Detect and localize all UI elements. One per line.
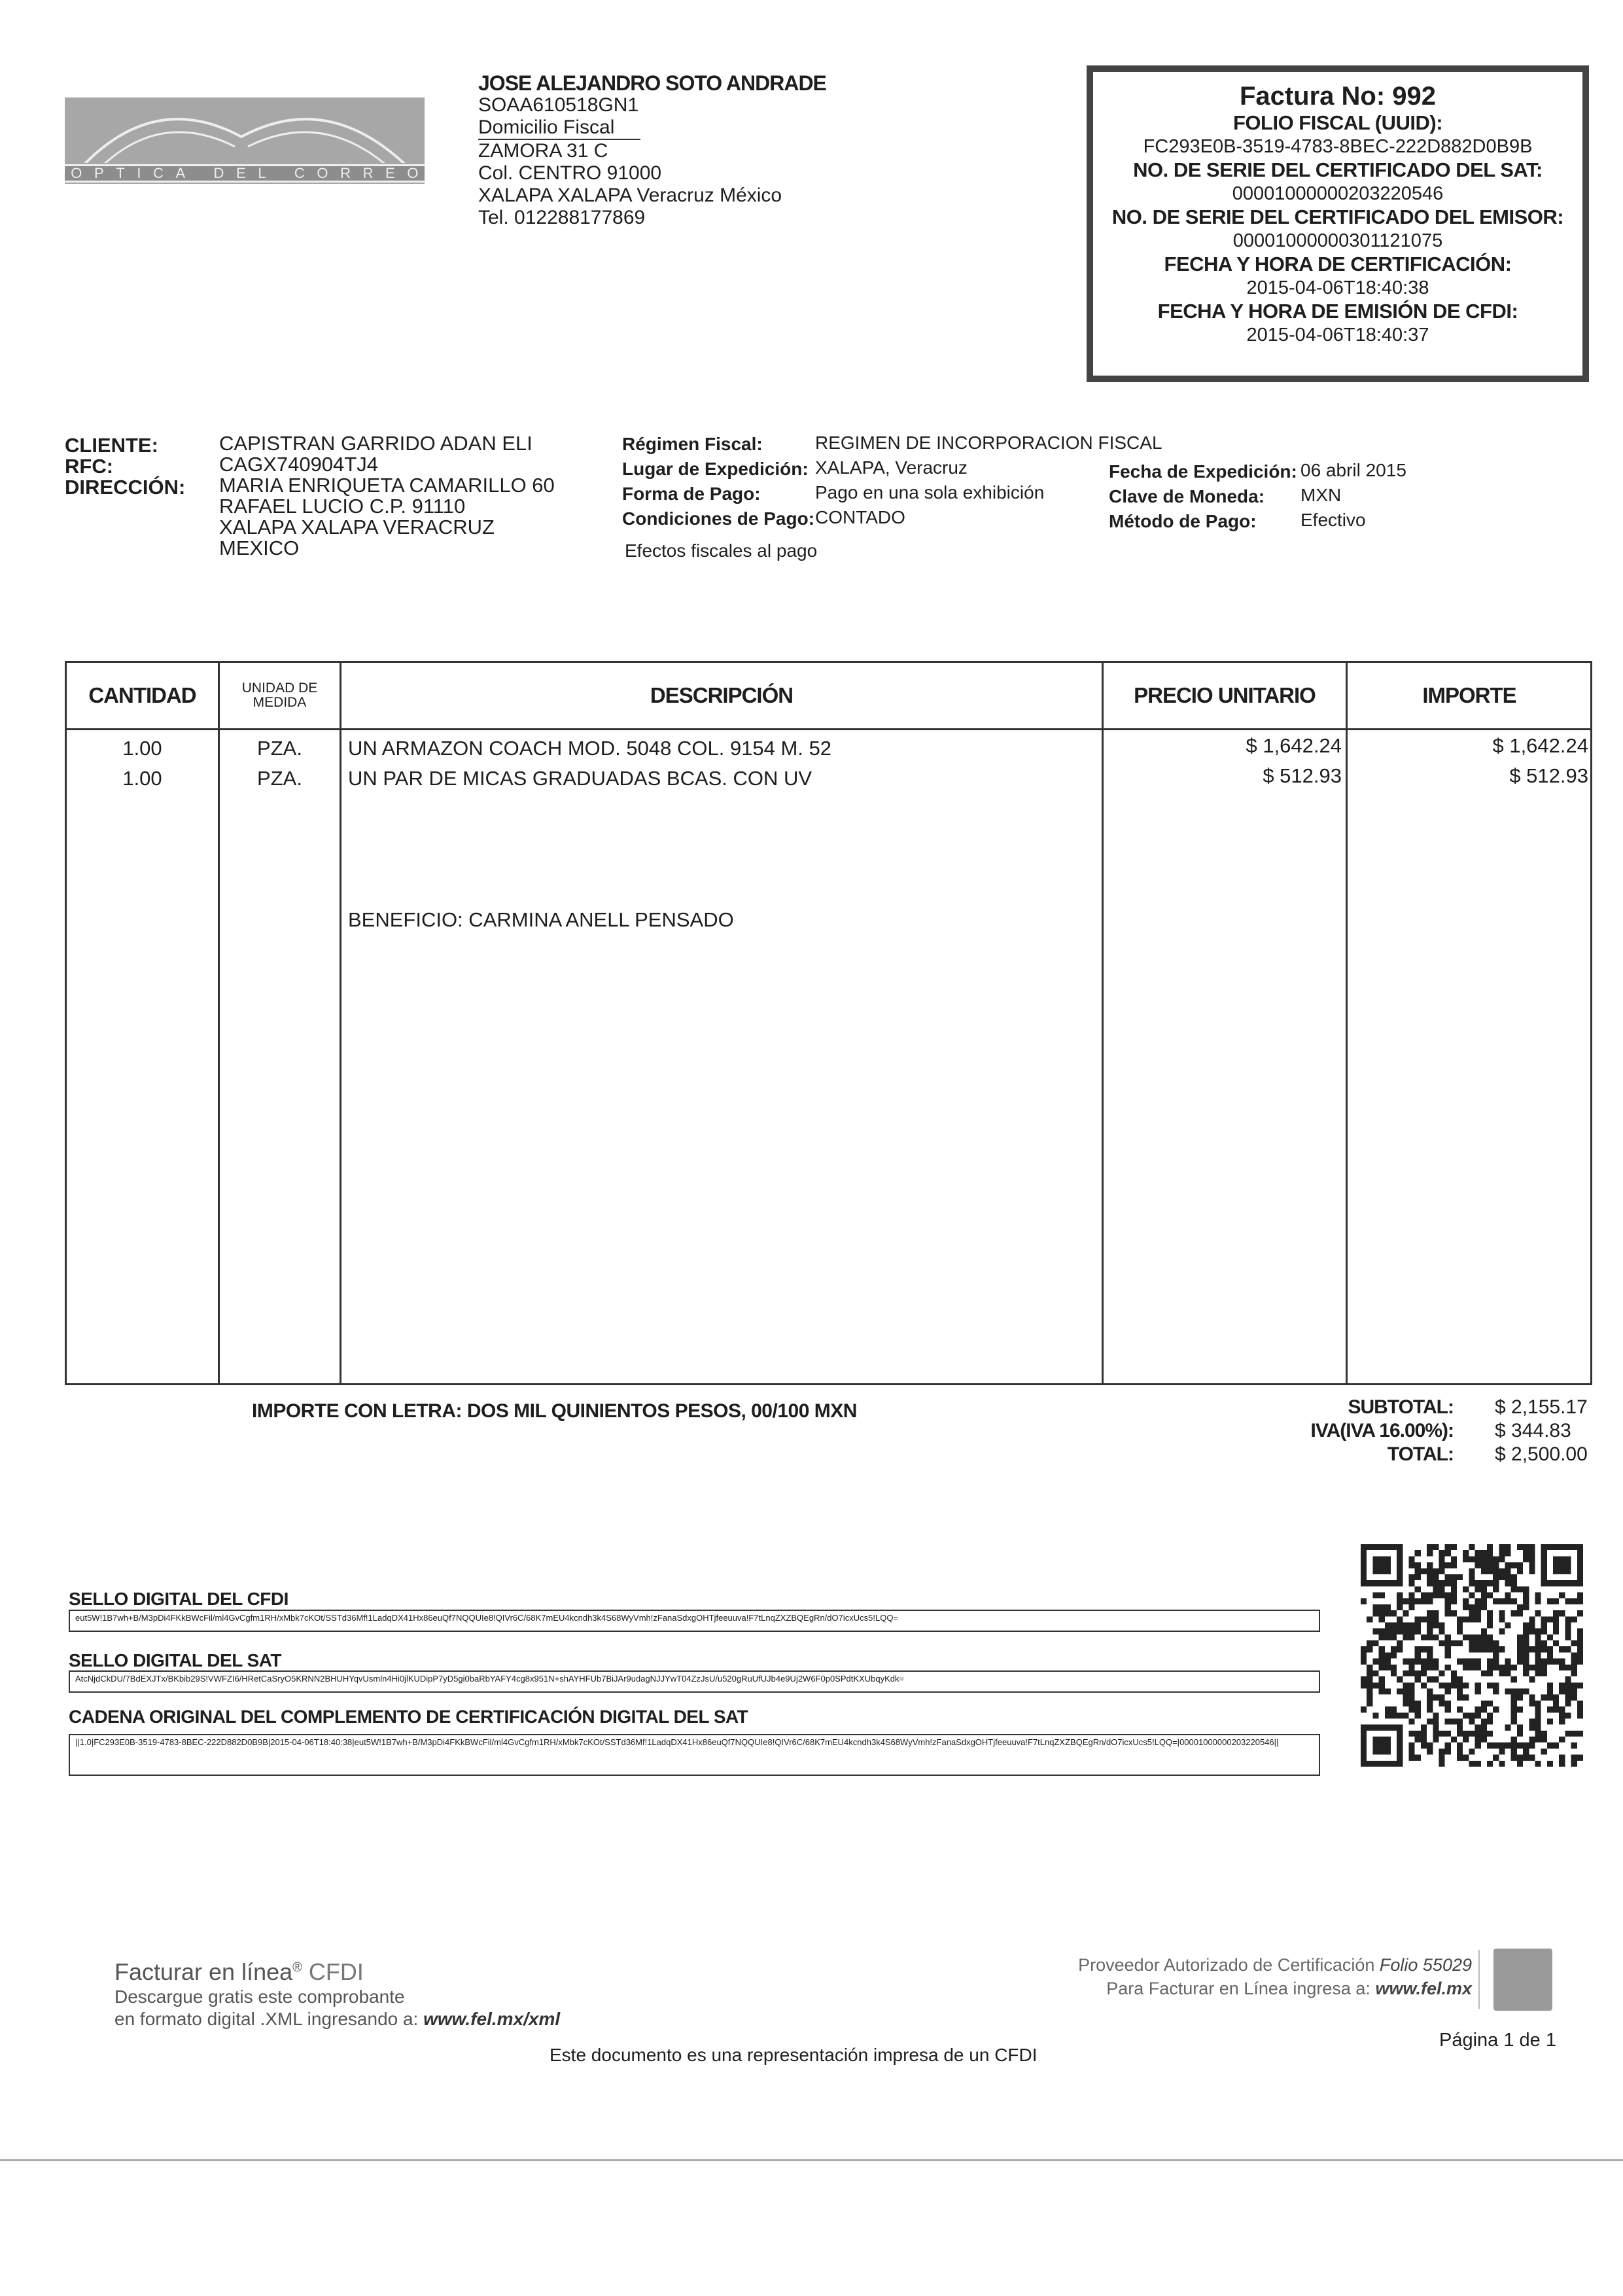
bottom-rule (0, 2159, 1623, 2161)
footer-para: Para Facturar en Línea ingresa a: (1106, 1979, 1376, 1998)
client-values (219, 433, 555, 559)
row1-unidad: PZA. (257, 737, 302, 760)
page-number: Página 1 de 1 (1439, 2030, 1556, 2051)
forma-value: Pago en una sola exhibición (815, 482, 1045, 503)
logo-letter: C (153, 165, 164, 181)
emisor-cert-value: 00001000000301121075 (1232, 230, 1443, 251)
company-logo (65, 97, 425, 184)
importe-con-letra: IMPORTE CON LETRA: DOS MIL QUINIENTOS PESOS, 00/100 MXN (252, 1400, 857, 1422)
row1-importe: $ 1,642.24 (1492, 734, 1588, 757)
footer-brand: Facturar en línea (114, 1958, 293, 1985)
iva-value: $ 344.83 (1495, 1420, 1571, 1441)
logo-letter: P (94, 165, 104, 181)
table-column-divider (340, 663, 341, 1383)
regimen-label: Régimen Fiscal: (622, 434, 763, 454)
logo-letter: O (317, 165, 328, 181)
logo-letter: A (175, 165, 186, 181)
cadena-original-label: CADENA ORIGINAL DEL COMPLEMENTO DE CERTIFICACIÓN DIGITAL DEL SAT (69, 1706, 748, 1727)
client-address-2: RAFAEL LUCIO C.P. 91110 (219, 495, 466, 518)
emision-date-value: 2015-04-06T18:40:37 (1246, 325, 1429, 345)
row2-cantidad: 1.00 (122, 767, 162, 790)
condiciones-label: Condiciones de Pago: (622, 508, 815, 529)
issuer-block (478, 72, 826, 229)
logo-letter: O (407, 165, 419, 181)
issuer-name: JOSE ALEJANDRO SOTO ANDRADE (478, 71, 826, 95)
client-address-1: MARIA ENRIQUETA CAMARILLO 60 (219, 474, 555, 497)
condiciones-value: CONTADO (815, 507, 905, 527)
footer-proveedor: Proveedor Autorizado de Certificación (1078, 1955, 1380, 1975)
footer-line2: en formato digital .XML ingresando a: (114, 2009, 424, 2029)
cert-date-value: 2015-04-06T18:40:38 (1246, 277, 1429, 298)
row2-importe: $ 512.93 (1509, 764, 1588, 787)
sello-sat-label: SELLO DIGITAL DEL SAT (69, 1650, 281, 1670)
metodo-value: Efectivo (1300, 510, 1366, 530)
logo-letter: O (71, 165, 82, 181)
representacion-impresa: Este documento es una representación impresa de un CFDI (550, 2045, 1038, 2065)
items-table (65, 661, 1592, 1385)
footer-proveedor-block (1014, 1953, 1472, 2000)
total-label: TOTAL: (1387, 1443, 1454, 1465)
subtotal-value: $ 2,155.17 (1495, 1396, 1588, 1418)
qr-code (1361, 1544, 1583, 1767)
expedition-values (1300, 458, 1406, 533)
metodo-label: Método de Pago: (1109, 511, 1257, 531)
fecha-exp-value: 06 abril 2015 (1300, 460, 1406, 480)
header-unidad-line2: MEDIDA (253, 695, 307, 710)
forma-label: Forma de Pago: (622, 484, 761, 504)
issuer-tel: Tel. 012288177869 (478, 207, 646, 228)
logo-letter: T (116, 165, 125, 181)
beneficio-note: BENEFICIO: CARMINA ANELL PENSADO (348, 908, 734, 931)
logo-letter (198, 166, 201, 181)
issuer-rfc: SOAA610518GN1 (478, 94, 639, 116)
subtotal-label: SUBTOTAL: (1348, 1396, 1454, 1418)
iva-label: IVA(IVA 16.00%): (1310, 1420, 1454, 1441)
row1-precio: $ 1,642.24 (1246, 734, 1342, 757)
footer-url-xml[interactable]: www.fel.mx/xml (423, 2009, 561, 2029)
rfc-label: RFC: (65, 455, 114, 478)
lugar-value: XALAPA, Veracruz (815, 457, 968, 478)
cliente-label: CLIENTE: (65, 434, 158, 457)
issuer-colonia: Col. CENTRO 91000 (478, 162, 662, 184)
header-unidad-line1: UNIDAD DE (241, 680, 318, 696)
totals-labels (1276, 1396, 1454, 1466)
logo-letter: R (362, 165, 374, 181)
logo-arches-graphic (65, 97, 425, 163)
footer-url-fel[interactable]: www.fel.mx (1375, 1979, 1472, 1998)
totals-values (1495, 1396, 1588, 1466)
client-labels (65, 435, 185, 498)
logo-letter: E (385, 165, 395, 181)
uuid-value: FC293E0B-3519-4783-8BEC-222D882D0B9B (1143, 136, 1533, 157)
sat-cert-value: 00001000000203220546 (1232, 183, 1444, 204)
logo-letter: L (258, 165, 266, 181)
factura-title: Factura No: 992 (1239, 82, 1437, 111)
logo-letter: D (213, 165, 224, 181)
moneda-value: MXN (1300, 485, 1342, 505)
certification-seal-icon (1493, 1949, 1552, 2011)
client-address-3: XALAPA XALAPA VERACRUZ (219, 516, 495, 539)
header-unidad (220, 663, 340, 728)
header-precio: PRECIO UNITARIO (1134, 683, 1316, 707)
footer-fel-block (114, 1958, 560, 2030)
efectos-fiscales: Efectos fiscales al pago (625, 540, 818, 561)
emisor-cert-label: NO. DE SERIE DEL CERTIFICADO DEL EMISOR: (1111, 205, 1564, 228)
header-descripcion: DESCRIPCIÓN (650, 683, 794, 707)
row1-descripcion: UN ARMAZON COACH MOD. 5048 COL. 9154 M. 52 (348, 737, 832, 760)
regimen-value: REGIMEN DE INCORPORACION FISCAL (815, 433, 1162, 453)
sat-cert-label: NO. DE SERIE DEL CERTIFICADO DEL SAT: (1133, 158, 1543, 181)
logo-letter: I (137, 165, 141, 181)
header-cantidad: CANTIDAD (88, 683, 196, 707)
logo-text (65, 164, 425, 183)
sello-cfdi-label: SELLO DIGITAL DEL CFDI (69, 1589, 288, 1609)
logo-letter (278, 166, 282, 181)
moneda-label: Clave de Moneda: (1109, 486, 1265, 506)
row1-cantidad: 1.00 (122, 737, 162, 760)
emision-date-label: FECHA Y HORA DE EMISIÓN DE CFDI: (1157, 300, 1518, 323)
header-importe: IMPORTE (1422, 683, 1516, 707)
footer-divider (1478, 1950, 1480, 2009)
cert-date-label: FECHA Y HORA DE CERTIFICACIÓN: (1164, 253, 1512, 275)
uuid-label: FOLIO FISCAL (UUID): (1232, 111, 1443, 134)
issuer-city: XALAPA XALAPA Veracruz México (478, 185, 782, 206)
row2-unidad: PZA. (257, 767, 302, 790)
logo-letter: E (236, 165, 246, 181)
footer-folio: Folio 55029 (1379, 1955, 1472, 1975)
sello-sat-box: AtcNjdCkDU/7BdEXJTx/BKbib29S!VWFZI6/HRetCaSryO5KRNN2BHUHYqvUsmln4Hi0jlKUDipP7yD5gi0baRbYAFY4cg8x951N+shAYHFUb7BiJAr9udagNJJYwT04ZzJsU/u520gRuUfUJb4e9Uj2W6F0p0SPdtKXUbqyKdk= (69, 1670, 1320, 1693)
client-address-4: MEXICO (219, 537, 300, 559)
issuer-street: ZAMORA 31 C (478, 140, 608, 162)
logo-letter: C (294, 165, 305, 181)
table-header-divider (67, 728, 1590, 730)
footer-reg-mark: ® (292, 1960, 302, 1975)
client-name: CAPISTRAN GARRIDO ADAN ELI (219, 432, 532, 455)
cadena-original-box: ||1.0|FC293E0B-3519-4783-8BEC-222D882D0B9B|2015-04-06T18:40:38|eut5W!1B7wh+B/M3pDi4FKkBWcFil/ml4GvCgfm1RH/xMbk7cKOt/SSTd36Mf!1LadqDX41Hx86euQf7NQQUIe8!QIVr6C/68K7mEU4kcndh3k4S68WyVmh!zFanaSdxgOHTjfeeuuva!F7tLnqZXZBQEgRn/dO7icxUcs5!LQQ=|00001000000203220546|| (69, 1734, 1320, 1776)
row2-descripcion: UN PAR DE MICAS GRADUADAS BCAS. CON UV (348, 767, 812, 790)
sello-cfdi-box: eut5W!1B7wh+B/M3pDi4FKkBWcFil/ml4GvCgfm1RH/xMbk7cKOt/SSTd36Mf!1LadqDX41Hx86euQf7NQQUIe8!QIVr6C/68K7mEU4kcndh3k4S68WyVmh!zFanaSdxgOHTjfeeuuva!F7tLnqZXZBQEgRn/dO7icxUcs5!LQQ= (69, 1610, 1320, 1632)
factura-box (1087, 65, 1589, 382)
fecha-exp-label: Fecha de Expedición: (1109, 461, 1297, 482)
expedition-labels (1109, 459, 1297, 534)
client-rfc: CAGX740904TJ4 (219, 453, 378, 476)
logo-letter: R (340, 165, 351, 181)
domicilio-label: Domicilio Fiscal (478, 116, 640, 140)
direccion-label: DIRECCIÓN: (65, 476, 186, 499)
footer-cfdi: CFDI (308, 1958, 364, 1985)
row2-precio: $ 512.93 (1263, 764, 1342, 787)
fiscal-labels (622, 432, 814, 531)
total-value: $ 2,500.00 (1495, 1443, 1588, 1465)
footer-line1: Descargue gratis este comprobante (114, 1987, 405, 2007)
lugar-label: Lugar de Expedición: (622, 459, 809, 479)
